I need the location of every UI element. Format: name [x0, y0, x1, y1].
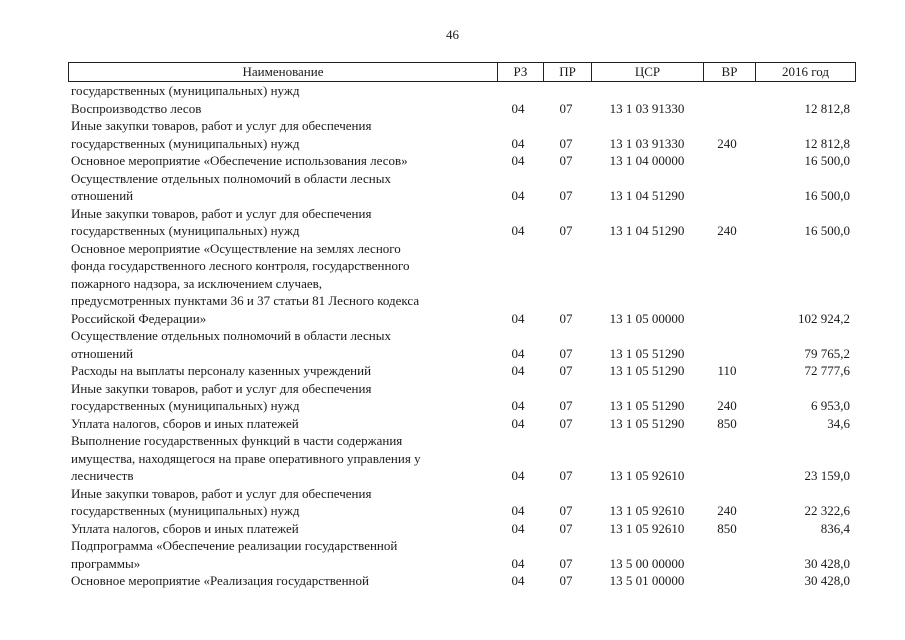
- row-rz: 04: [511, 188, 525, 203]
- row-rz: 04: [511, 345, 525, 361]
- row-csr: 13 1 05 92610: [609, 520, 685, 536]
- row-name-line: предусмотренных пунктами 36 и 37 статьи 81 Лесного кодекса: [71, 293, 420, 308]
- row-csr: 13 1 03 91330: [609, 135, 685, 151]
- row-csr: 13 1 05 51290: [609, 415, 685, 431]
- row-csr: 13 1 04 51290: [609, 223, 685, 238]
- row-vr: [703, 100, 751, 118]
- row-rz: 04: [511, 310, 525, 326]
- row-name-line: государственных (муниципальных) нужд: [71, 223, 300, 238]
- table-header: [68, 62, 856, 82]
- row-value: 30 428,0: [804, 573, 850, 588]
- row-vr: [703, 555, 751, 573]
- row-pr: 07: [559, 223, 573, 238]
- row-vr: 240: [717, 398, 737, 413]
- row-pr: 07: [559, 135, 573, 151]
- row-name-line: Иные закупки товаров, работ и услуг для обеспечения: [71, 380, 372, 396]
- row-name-line: государственных (муниципальных) нужд: [71, 135, 300, 151]
- table-row: [0, 432, 905, 485]
- table-row: [0, 362, 905, 380]
- row-name-line: фонда государственного лесного контроля, государственного: [71, 258, 410, 273]
- row-name-line: Выполнение государственных функций в части содержания: [71, 433, 403, 448]
- row-csr: 13 1 05 51290: [609, 398, 685, 413]
- row-rz: 04: [511, 555, 525, 571]
- row-name-line: государственных (муниципальных) нужд: [71, 83, 300, 98]
- row-vr: [703, 187, 751, 205]
- row-pr: 07: [559, 398, 573, 413]
- row-vr: [703, 152, 751, 170]
- table-row: [0, 380, 905, 415]
- row-value: 836,4: [820, 520, 850, 536]
- row-vr: 850: [717, 415, 737, 431]
- row-name-line: Иные закупки товаров, работ и услуг для обеспечения: [71, 485, 372, 501]
- row-csr: 13 1 05 92610: [609, 468, 685, 483]
- table-row: [0, 537, 905, 572]
- row-value: 102 924,2: [798, 310, 850, 326]
- row-vr: [703, 82, 751, 100]
- row-vr: [703, 345, 751, 363]
- table-row: [0, 117, 905, 152]
- row-pr: 07: [559, 153, 573, 168]
- row-name-line: Уплата налогов, сборов и иных платежей: [71, 415, 299, 431]
- page-number: 46: [446, 27, 459, 42]
- row-name-line: Основное мероприятие «Обеспечение использования лесов»: [71, 153, 408, 168]
- row-value: 23 159,0: [804, 468, 850, 483]
- row-name-line: Основное мероприятие «Осуществление на землях лесного: [71, 240, 401, 256]
- row-value: 72 777,6: [804, 363, 850, 378]
- table-row: [0, 240, 905, 328]
- table-row: [0, 572, 905, 590]
- row-value: 22 322,6: [804, 503, 850, 518]
- table-row: [0, 485, 905, 520]
- row-rz: 04: [511, 503, 525, 518]
- row-value: [752, 82, 850, 100]
- row-pr: 07: [559, 310, 573, 326]
- row-rz: 04: [511, 415, 525, 431]
- row-value: 16 500,0: [804, 153, 850, 168]
- table-row: [0, 82, 905, 100]
- row-pr: 07: [559, 503, 573, 518]
- row-vr: 240: [717, 503, 737, 518]
- row-rz: 04: [511, 398, 525, 413]
- row-name-line: отношений: [71, 345, 134, 361]
- row-pr: 07: [559, 363, 573, 378]
- row-vr: [703, 310, 751, 328]
- row-csr: 13 1 03 91330: [609, 100, 685, 116]
- row-vr: 240: [717, 223, 737, 238]
- row-csr: 13 5 01 00000: [609, 573, 685, 588]
- header-year: 2016 год: [755, 63, 855, 81]
- table-row: [0, 152, 905, 170]
- row-name-line: Иные закупки товаров, работ и услуг для обеспечения: [71, 205, 372, 221]
- row-pr: 07: [559, 520, 573, 536]
- row-rz: 04: [511, 520, 525, 536]
- row-name-line: отношений: [71, 188, 134, 203]
- header-pr: ПР: [543, 63, 591, 81]
- header-vr: ВР: [703, 63, 755, 81]
- table-row: [0, 100, 905, 118]
- header-name: Наименование: [242, 64, 324, 79]
- row-vr: 110: [717, 363, 737, 378]
- row-csr: 13 5 00 00000: [609, 555, 685, 571]
- row-name-line: Осуществление отдельных полномочий в области лесных: [71, 170, 391, 186]
- row-pr: [545, 82, 587, 100]
- row-rz: 04: [511, 468, 525, 483]
- row-name-line: имущества, находящегося на праве оперативного управления у: [71, 450, 421, 466]
- row-pr: 07: [559, 468, 573, 483]
- row-name-line: государственных (муниципальных) нужд: [71, 503, 300, 518]
- row-name-line: Воспроизводство лесов: [71, 100, 202, 116]
- row-name-line: государственных (муниципальных) нужд: [71, 398, 300, 413]
- row-rz: 04: [511, 153, 525, 168]
- row-csr: 13 1 05 92610: [609, 503, 685, 518]
- row-pr: 07: [559, 415, 573, 431]
- row-rz: 04: [511, 573, 525, 588]
- row-vr: 850: [717, 520, 737, 536]
- row-csr: 13 1 05 51290: [609, 363, 685, 378]
- row-pr: 07: [559, 573, 573, 588]
- row-name-line: Российской Федерации»: [71, 310, 207, 326]
- header-csr: ЦСР: [591, 63, 703, 81]
- row-value: 6 953,0: [811, 398, 850, 413]
- row-rz: [498, 82, 538, 100]
- row-value: 79 765,2: [804, 345, 850, 361]
- row-name-line: Осуществление отдельных полномочий в области лесных: [71, 328, 391, 343]
- row-name-line: Уплата налогов, сборов и иных платежей: [71, 520, 299, 536]
- row-name-line: Иные закупки товаров, работ и услуг для обеспечения: [71, 118, 372, 133]
- row-name-line: Основное мероприятие «Реализация государственной: [71, 573, 369, 588]
- row-vr: [703, 572, 751, 590]
- row-csr: 13 1 05 00000: [609, 310, 685, 326]
- row-name-line: лесничеств: [71, 468, 134, 483]
- row-csr: 13 1 04 00000: [609, 153, 685, 168]
- row-value: 12 812,8: [804, 100, 850, 116]
- row-name-line: пожарного надзора, за исключением случаев,: [71, 275, 323, 291]
- table-row: [0, 205, 905, 240]
- row-pr: 07: [559, 555, 573, 571]
- row-value: 16 500,0: [804, 223, 850, 238]
- row-csr: [592, 82, 702, 100]
- row-name-line: Расходы на выплаты персоналу казенных учреждений: [71, 363, 372, 378]
- row-value: 30 428,0: [804, 555, 850, 571]
- row-vr: [703, 467, 751, 485]
- table-row: [0, 170, 905, 205]
- row-rz: 04: [511, 223, 525, 238]
- table-row: [0, 327, 905, 362]
- header-rz: РЗ: [497, 63, 543, 81]
- row-pr: 07: [559, 345, 573, 361]
- row-pr: 07: [559, 100, 573, 116]
- row-name-line: программы»: [71, 555, 141, 571]
- row-pr: 07: [559, 188, 573, 203]
- row-csr: 13 1 04 51290: [609, 188, 685, 203]
- row-rz: 04: [511, 363, 525, 378]
- table-row: [0, 520, 905, 538]
- row-value: 16 500,0: [804, 188, 850, 203]
- row-name-line: Подпрограмма «Обеспечение реализации государственной: [71, 538, 398, 553]
- row-value: 12 812,8: [804, 135, 850, 151]
- row-rz: 04: [511, 135, 525, 151]
- row-vr: 240: [717, 135, 737, 151]
- row-csr: 13 1 05 51290: [609, 345, 685, 361]
- row-value: 34,6: [827, 415, 850, 431]
- row-rz: 04: [511, 100, 525, 116]
- table-row: [0, 415, 905, 433]
